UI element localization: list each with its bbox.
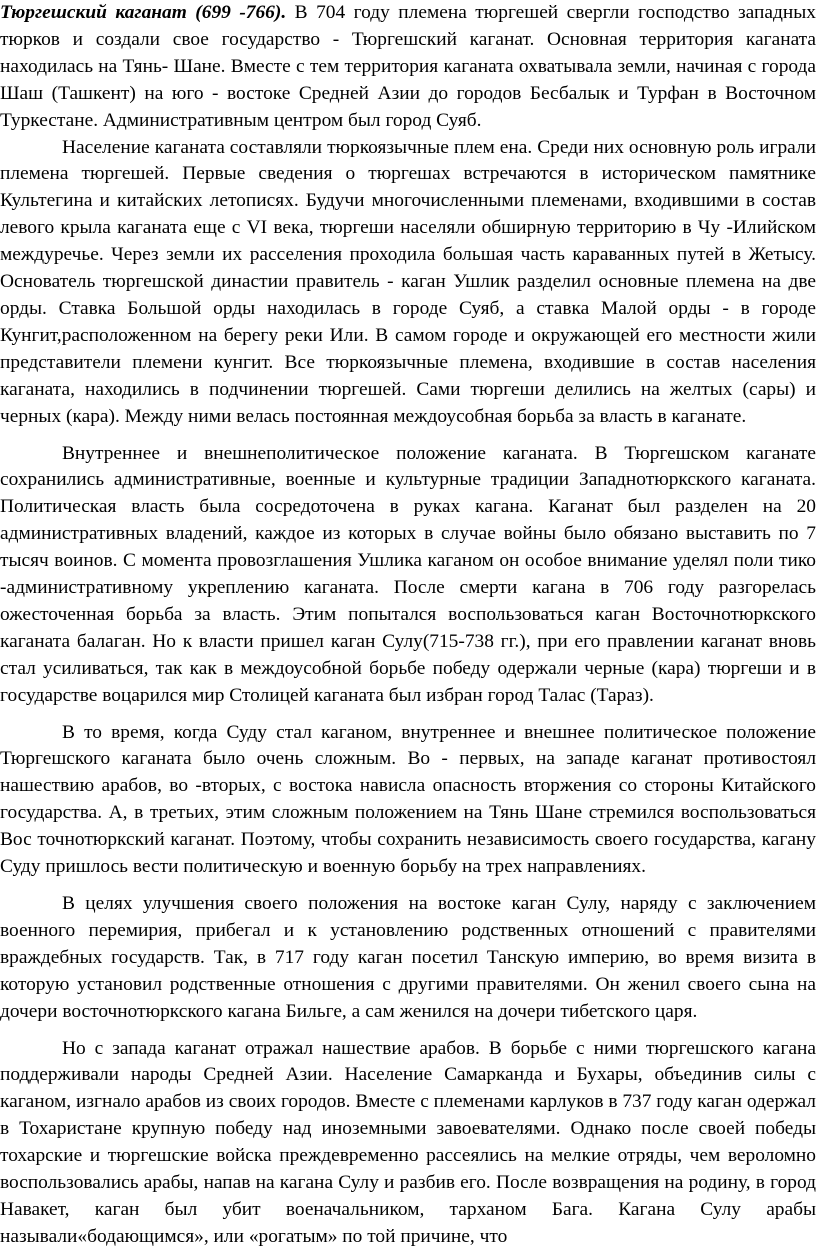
paragraph-gap <box>0 710 816 720</box>
paragraph-internal-position: Внутреннее и внешнеполитическое положение каганата. В Тюргешском каганате сохранились административные, военные и культурные традиции Западнотюркского каганата. Политическая власть была сосредоточена в руках кагана. Каганат был разделен на 20 административных владений, каждое из которых в случае войны было обязано выставить по 7 тысяч воинов. С момента провозглашения Ушлика каганом он особое внимание уделял поли тико -административному укреплению каганата. После смерти кагана в 706 году разгорелась ожесточенная борьба за власть. Этим попытался воспользоваться каган Восточнотюркского каганата балаган. Но к власти пришел каган Сулу(715-738 гг.), при его правлении каганат вновь стал усиливаться, так как в междоусобной борьбе победу одержали черные (кара) тюргеши и в государстве воцарился мир Столицей каганата был избран город Талас (Тараз). <box>0 442 816 706</box>
paragraph-west-arabs: Но с запада каганат отражал нашествие арабов. В борьбе с ними тюргешского кагана поддерживали народы Средней Азии. Население Самарканда и Бухары, объединив силы с каганом, изгнало арабов из своих городов. Вместе с племенами карлуков в 737 году каган одержал в Тохаристане крупную победу над иноземными завоевателями. Однако после своей победы тохарские и тюргешские войска преждевременно рассеялись на мелкие отряды, чем вероломно воспользовались арабы, напав на кагана Сулу и разбив его. После возвращения на родину, в город Навакет, каган был убит военачальником, тарханом Бага. Кагана Сулу арабы называли«бодающимся», или «рогатым» по той причине, что <box>0 1037 816 1246</box>
document-title: Тюргешский каганат (699 -766). <box>0 2 287 23</box>
paragraph-gap <box>0 881 816 891</box>
paragraph-political-situation: В то время, когда Суду стал каганом, внутреннее и внешнее политическое положение Тюргешского каганата было очень сложным. Во - первых, на западе каганат противостоял нашествию арабов, во -вторых, с востока нависла опасность вторжения со стороны Китайского государства. А, в третьих, этим сложным положением на Тянь Шане стремился воспользоваться Вос точнотюркский каганат. Поэтому, чтобы сохранить независимость своего государства, кагану Суду пришлось вести политическую и военную борьбу на трех направлениях. <box>0 721 816 878</box>
paragraph-gap <box>0 431 816 441</box>
paragraph-text: В 704 году племена тюргешей свергли господство западных тюрков и создали свое государство - Тюргешский каганат. Основная территория каганата находилась на Тянь- Шане. Вместе с тем территория каганата охватывала земли, начиная с города Шаш (Ташкент) на юго - востоке Средней Азии до городов Бесбалык и Турфан в Восточном Туркестане. Административным центром был город Суяб. <box>0 2 816 131</box>
paragraph-gap <box>0 1026 816 1036</box>
paragraph-east-policy: В целях улучшения своего положения на востоке каган Сулу, наряду с заключением военного перемирия, прибегал и к установлению родственных отношений с правителями враждебных государств. Так, в 717 году каган посетил Танскую империю, во время визита в которую установил родственные отношения с другими правителями. Он женил своего сына на дочери восточнотюркского кагана Бильге, а сам женился на дочери тибетского царя. <box>0 893 816 1022</box>
paragraph-intro <box>0 0 816 135</box>
paragraph-population: Население каганата составляли тюркоязычные плем ена. Среди них основную роль играли племена тюргешей. Первые сведения о тюргешах встречаются в историческом памятнике Культегина и китайских летописях. Будучи многочисленными племенами, входившими в состав левого крыла каганата еще с VI века, тюргеши населяли обширную территорию в Чу -Илийском междуречье. Через земли их расселения проходила большая часть караванных путей в Жетысу. Основатель тюргешской династии правитель - каган Ушлик разделил основные племена на две орды. Ставка Большой орды находилась в городе Суяб, а ставка Малой орды - в городе Кунгит,расположенном на берегу реки Или. В самом городе и окружающей его местности жили представители племени кунгит. Все тюркоязычные племена, входившие в состав населения каганата, находились в подчинении тюргешей. Сами тюргеши делились на желтых (сары) и черных (кара). Между ними велась постоянная междоусобная борьба за власть в каганате. <box>0 136 816 427</box>
